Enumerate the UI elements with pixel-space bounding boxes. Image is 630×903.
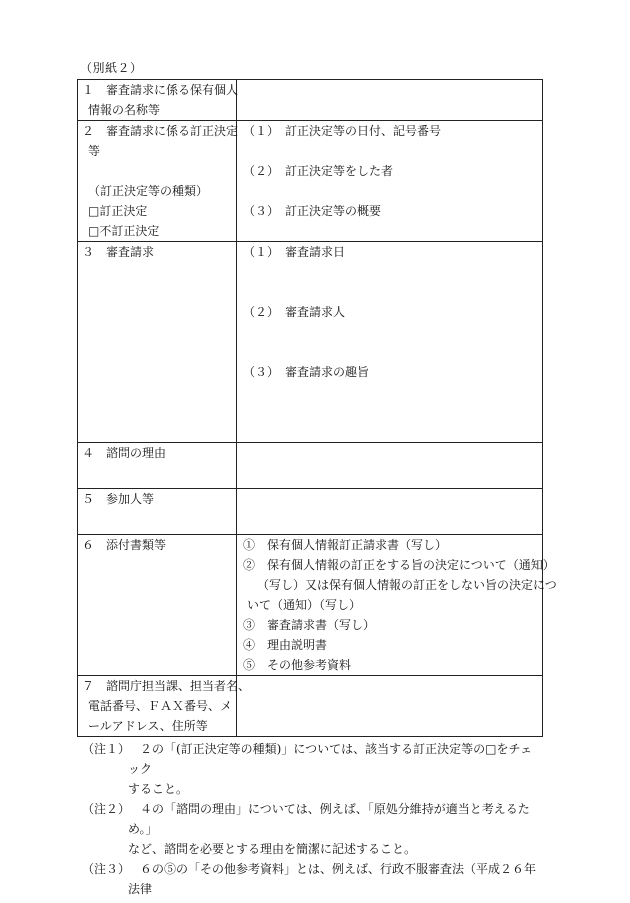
label-cell [78,676,251,737]
label-line: 情報の名称等 [88,103,161,117]
label-line: ールアドレス、住所等 [88,719,208,733]
note-line: ６の⑤の「その他参考資料」とは、例えば、行政不服審査法（平成２６年法律 [128,862,537,896]
item-line: （３） 審査請求の趣旨 [243,365,370,379]
checkbox-non-correction-decision[interactable]: □不訂正決定 [88,224,160,238]
label-line: １ 審査請求に係る保有個人 [82,83,239,97]
note-3 [82,859,542,899]
checkbox-correction-decision[interactable]: □訂正決定 [88,204,148,218]
value-cell [237,489,543,535]
row-personal-info-name [78,80,543,121]
row-correction-decision [78,121,543,242]
attachment-item: いて（通知）（写し） [247,598,362,612]
attachment-item: ② 保有個人情報の訂正をする旨の決定について（通知） [243,558,555,572]
label-line: ６ 添付書類等 [82,538,167,552]
label-line: ７ 諮問庁担当課、担当者名、 [82,679,251,693]
attachment-label: （別紙２） [80,61,143,75]
item-line: （２） 審査請求人 [243,305,346,319]
value-cell [237,80,543,121]
label-cell [78,489,237,535]
note-line: ２の「(訂正決定等の種類)」については、該当する訂正決定等の□をチェック [128,742,533,776]
inquiry-form-table [77,79,557,737]
label-cell [78,121,237,242]
note-label: （注１） [82,742,131,756]
note-2 [82,799,542,859]
item-line: （１） 訂正決定等の日付、記号番号 [243,124,442,138]
notes-section [82,739,542,899]
value-cell [237,242,543,443]
decision-type-title: （訂正決定等の種類） [88,184,209,198]
attachment-item: ① 保有個人情報訂正請求書（写し） [243,538,448,552]
note-line: ４の「諮問の理由」については、例えば、「原処分維持が適当と考えるため。」 [128,802,530,836]
label-line: ２ 審査請求に係る訂正決定 [82,124,239,138]
note-line: など、諮問を必要とする理由を簡潔に記述すること。 [128,842,417,856]
label-line: ４ 諮問の理由 [82,446,167,460]
row-contact-info [78,676,543,737]
note-label: （注３） [82,862,131,876]
value-cell [237,676,543,737]
item-line: （３） 訂正決定等の概要 [243,204,382,218]
label-cell [78,242,237,443]
item-line: （１） 審査請求日 [243,245,346,259]
row-attachments [78,535,543,676]
note-line: すること。 [128,782,189,796]
label-cell [78,443,237,489]
label-line: 電話番号、ＦＡＸ番号、メ [88,699,233,713]
label-line: ３ 審査請求 [82,245,155,259]
row-inquiry-reason [78,443,543,489]
row-review-request [78,242,543,443]
label-line: ５ 参加人等 [82,492,155,506]
note-label: （注２） [82,802,131,816]
row-participants [78,489,543,535]
value-cell [237,121,543,242]
attachment-item: ④ 理由説明書 [243,638,328,652]
attachment-item: ③ 審査請求書（写し） [243,618,376,632]
value-cell [237,535,557,676]
label-cell [78,535,237,676]
attachment-item: ⑤ その他参考資料 [243,658,352,672]
value-cell [237,443,543,489]
label-cell [78,80,237,121]
label-line: 等 [88,144,101,158]
item-line: （２） 訂正決定等をした者 [243,164,394,178]
attachment-item: （写し）又は保有個人情報の訂正をしない旨の決定につ [257,578,557,592]
note-1 [82,739,542,799]
